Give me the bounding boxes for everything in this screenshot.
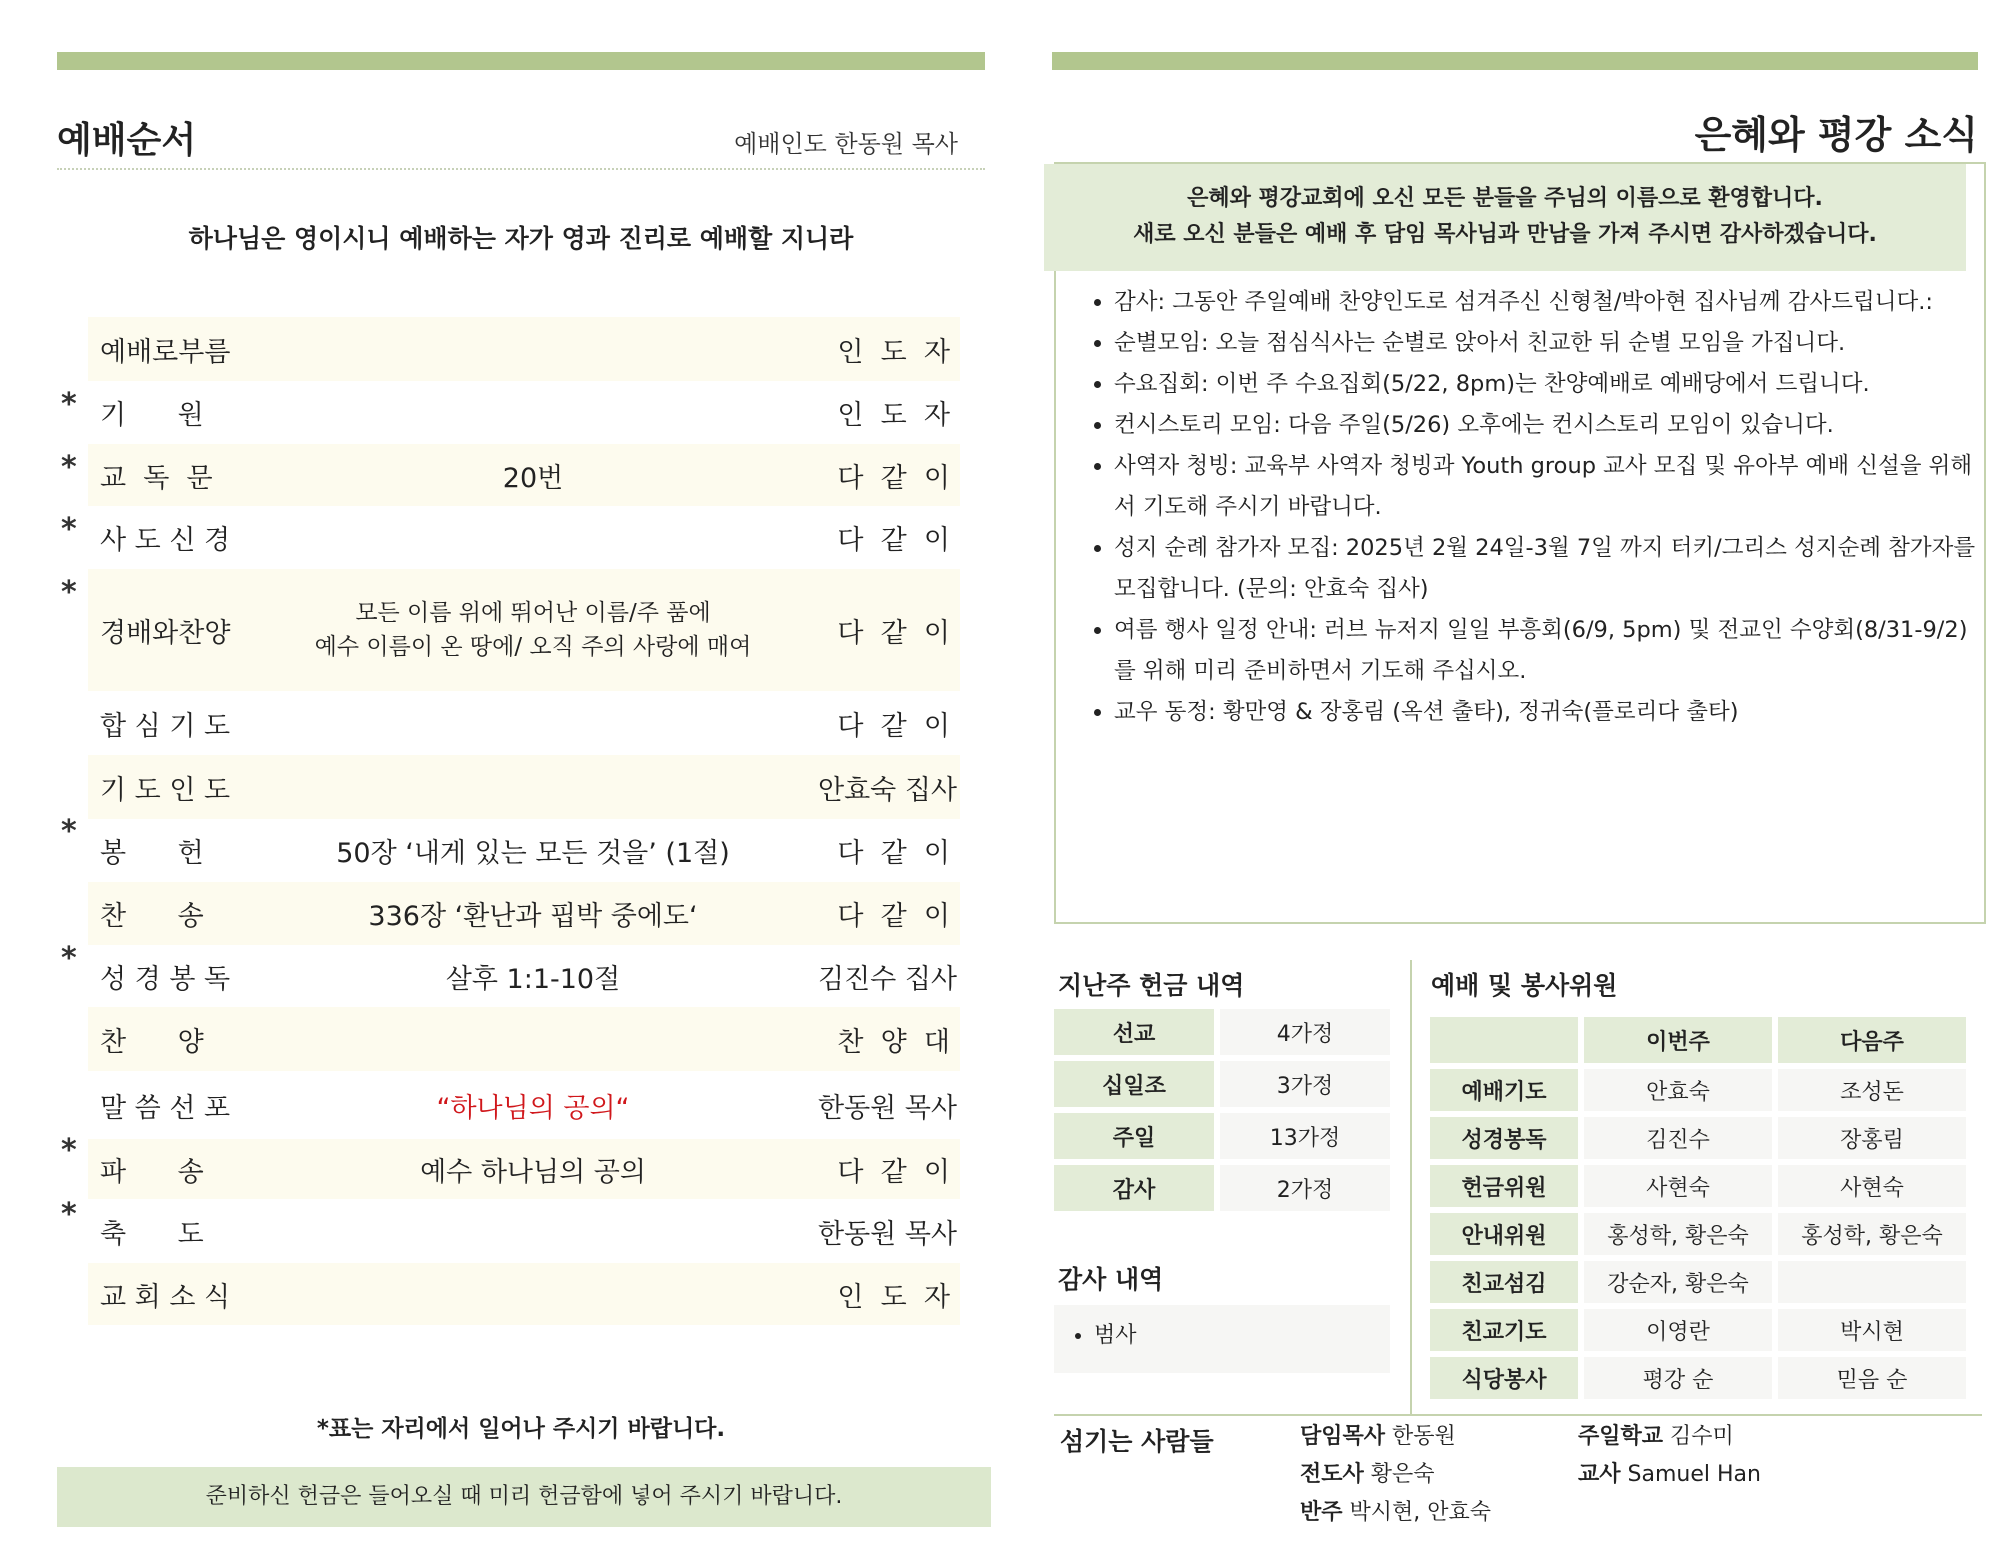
order-item-name: 말 씀 선 포 [100, 1092, 231, 1124]
next-week: 홍성학, 황은숙 [1778, 1213, 1966, 1255]
offering-table [1054, 1003, 1390, 1217]
offering-count: 13가정 [1220, 1113, 1390, 1159]
order-row [88, 882, 960, 945]
next-week: 박시현 [1778, 1309, 1966, 1351]
table-row [1054, 1061, 1390, 1107]
stand-marker: * [61, 575, 77, 610]
order-row [88, 755, 960, 819]
order-row [61, 506, 960, 569]
staff-entry [1578, 1418, 1761, 1456]
order-row [61, 1133, 960, 1199]
stand-marker: * [61, 814, 77, 849]
thanks-item: • 범사 [1094, 1313, 1390, 1359]
order-of-worship-title: 예배순서 [57, 120, 197, 161]
staff-column-2 [1578, 1418, 1761, 1494]
thanks-box [1054, 1305, 1390, 1373]
order-item-by: 인 도 자 [837, 1281, 950, 1313]
order-item-content: 50장 ‘내게 있는 모든 것을’ (1절) [336, 838, 730, 869]
order-item-name: 교 회 소 식 [100, 1281, 231, 1313]
table-row [1430, 1165, 1966, 1207]
news-item: • 교우 동정: 황만영 & 장홍림 (옥션 출타), 정귀숙(플로리다 출타) [1114, 692, 1984, 733]
order-row [88, 1071, 960, 1139]
offering-title: 지난주 헌금 내역 [1058, 971, 1245, 1000]
news-item: • 여름 행사 일정 안내: 러브 뉴저지 일일 부흥회(6/9, 5pm) 및 전교인 수양회(8/31-9/2)를 위해 미리 준비하면서 기도해 주십시오. [1114, 610, 1984, 692]
service-role: 예배기도 [1430, 1069, 1578, 1111]
service-role: 성경봉독 [1430, 1117, 1578, 1159]
order-row [88, 317, 960, 381]
right-top-bar [1052, 52, 1978, 70]
order-item-by: 한동원 목사 [818, 1218, 957, 1250]
order-item-content: 예수 하나님의 공의 [420, 1156, 646, 1188]
order-item-content: 20번 [502, 462, 564, 494]
stand-marker: * [61, 450, 77, 485]
order-item-by: 다 같 이 [837, 901, 950, 932]
news-item: • 컨시스토리 모임: 다음 주일(5/26) 오후에는 컨시스토리 모임이 있습니다. [1114, 405, 1984, 446]
news-item: • 감사: 그동안 주일예배 찬양인도로 섬겨주신 신형철/박아현 집사님께 감사드립니다.: [1114, 282, 1984, 323]
staff-name: 박시현, 안효숙 [1349, 1500, 1492, 1525]
order-item-content [248, 596, 818, 664]
dotted-divider [57, 168, 985, 170]
table-row [1054, 1009, 1390, 1055]
staff-entry [1300, 1494, 1491, 1532]
order-row [61, 381, 960, 444]
offering-type: 선교 [1054, 1009, 1220, 1055]
order-item-name: 기 원 [100, 400, 204, 431]
this-week: 사현숙 [1584, 1165, 1772, 1207]
next-week: 사현숙 [1778, 1165, 1966, 1207]
table-row [1430, 1069, 1966, 1111]
order-item-by: 다 같 이 [837, 462, 950, 494]
order-item-by: 다 같 이 [837, 1156, 950, 1188]
service-role: 친교섬김 [1430, 1261, 1578, 1303]
table-row [1054, 1113, 1390, 1159]
staff-role: 주일학교 [1578, 1424, 1664, 1449]
order-item-by: 김진수 집사 [818, 963, 957, 995]
stand-marker: * [61, 512, 77, 547]
staff-name: 김수미 [1670, 1424, 1734, 1449]
this-week: 안효숙 [1584, 1069, 1772, 1111]
service-table [1424, 1011, 1972, 1405]
this-week: 평강 순 [1584, 1357, 1772, 1399]
order-item-by: 다 같 이 [837, 838, 950, 869]
staff-entry [1578, 1456, 1761, 1494]
order-item-name: 교 독 문 [100, 462, 213, 494]
staff-role: 담임목사 [1300, 1424, 1386, 1449]
order-row [61, 814, 960, 882]
offering-type: 감사 [1054, 1165, 1220, 1211]
this-week: 강순자, 황은숙 [1584, 1261, 1772, 1303]
praise-songs-line-1: 모든 이름 위에 뛰어난 이름/주 품에 [355, 600, 711, 626]
table-row [1430, 1309, 1966, 1351]
welcome-line-2: 새로 오신 분들은 예배 후 담임 목사님과 만남을 가져 주시면 감사하겠습니다. [1133, 222, 1877, 247]
service-title: 예배 및 봉사위원 [1431, 971, 1618, 1000]
table-row [1430, 1117, 1966, 1159]
thanks-title: 감사 내역 [1058, 1265, 1164, 1294]
worship-leader: 예배인도 한동원 목사 [734, 130, 958, 158]
this-week: 김진수 [1584, 1117, 1772, 1159]
next-week: 믿음 순 [1778, 1357, 1966, 1399]
staff-role: 반주 [1300, 1500, 1343, 1525]
order-item-name: 찬 양 [100, 1026, 204, 1058]
order-item-by: 다 같 이 [837, 710, 950, 742]
table-row [1430, 1261, 1966, 1303]
table-row [1054, 1165, 1390, 1211]
news-item: • 사역자 청빙: 교육부 사역자 청빙과 Youth group 교사 모집 및 유아부 예배 신설을 위해서 기도해 주시기 바랍니다. [1114, 446, 1984, 528]
sermon-title: “하나님의 공의“ [436, 1092, 630, 1124]
order-item-name: 사 도 신 경 [100, 525, 231, 556]
service-role: 친교기도 [1430, 1309, 1578, 1351]
staff-name: 한동원 [1392, 1424, 1456, 1449]
order-row [88, 1007, 960, 1071]
order-item-by: 인 도 자 [837, 336, 950, 368]
next-week: 장홍림 [1778, 1117, 1966, 1159]
offering-type: 십일조 [1054, 1061, 1220, 1107]
news-item: • 순별모임: 오늘 점심식사는 순별로 앉아서 친교한 뒤 순별 모임을 가집니다. [1114, 323, 1984, 364]
table-row [1430, 1213, 1966, 1255]
left-top-bar [57, 52, 985, 70]
column-header: 이번주 [1584, 1017, 1772, 1063]
staff-column-1 [1300, 1418, 1491, 1532]
order-item-name: 축 도 [100, 1218, 204, 1250]
staff-entry [1300, 1418, 1491, 1456]
staff-divider [1054, 1414, 1982, 1416]
table-row [1430, 1357, 1966, 1399]
welcome-line-1: 은혜와 평강교회에 오신 모든 분들을 주님의 이름으로 환영합니다. [1187, 186, 1823, 211]
staff-title: 섬기는 사람들 [1060, 1427, 1214, 1456]
order-row [88, 691, 960, 755]
order-item-name: 예배로부름 [100, 336, 231, 368]
order-list [61, 317, 960, 1325]
order-item-by: 찬 양 대 [837, 1026, 950, 1058]
news-item: • 수요집회: 이번 주 수요집회(5/22, 8pm)는 찬양예배로 예배당에서 드립니다. [1114, 364, 1984, 405]
service-role: 식당봉사 [1430, 1357, 1578, 1399]
news-title: 은혜와 평강 소식 [1694, 113, 1978, 157]
order-item-by: 다 같 이 [837, 617, 950, 649]
next-week [1778, 1261, 1966, 1303]
offering-count: 3가정 [1220, 1061, 1390, 1107]
offering-count: 2가정 [1220, 1165, 1390, 1211]
staff-role: 교사 [1578, 1462, 1621, 1487]
stand-marker: * [61, 1197, 77, 1232]
stand-marker: * [61, 1133, 77, 1168]
table-header-row [1430, 1017, 1966, 1063]
column-divider [1410, 960, 1412, 1415]
order-item-by: 안효숙 집사 [818, 774, 957, 806]
order-item-name: 합 심 기 도 [100, 710, 231, 742]
order-item-content: 살후 1:1-10절 [445, 963, 621, 995]
staff-name: 황은숙 [1370, 1462, 1435, 1487]
staff-name: Samuel Han [1627, 1462, 1761, 1487]
news-item: • 성지 순례 참가자 모집: 2025년 2월 24일-3월 7일 까지 터키/그리스 성지순례 참가자를 모집합니다. (문의: 안효숙 집사) [1114, 528, 1984, 610]
service-role: 헌금위원 [1430, 1165, 1578, 1207]
order-item-name: 경배와찬양 [100, 617, 231, 649]
order-item-name: 봉 헌 [100, 838, 204, 869]
offering-type: 주일 [1054, 1113, 1220, 1159]
order-item-by: 다 같 이 [837, 525, 950, 556]
this-week: 홍성학, 황은숙 [1584, 1213, 1772, 1255]
order-item-name: 파 송 [100, 1156, 204, 1188]
order-row [61, 444, 960, 506]
order-row [61, 1197, 960, 1263]
stand-marker: * [61, 941, 77, 976]
news-box [1054, 162, 1986, 924]
staff-entry [1300, 1456, 1491, 1494]
order-item-content: 336장 ‘환난과 핍박 중에도‘ [368, 901, 698, 932]
order-item-name: 찬 송 [100, 901, 204, 932]
order-item-by: 인 도 자 [837, 400, 950, 431]
praise-songs-line-2: 예수 이름이 온 땅에/ 오직 주의 사랑에 매여 [314, 634, 752, 660]
order-row [88, 1263, 960, 1325]
order-row [61, 941, 960, 1007]
welcome-banner [1044, 164, 1966, 271]
news-list [1084, 282, 1984, 733]
standing-note: *표는 자리에서 일어나 주시기 바랍니다. [316, 1416, 726, 1442]
scripture-verse: 하나님은 영이시니 예배하는 자가 영과 진리로 예배할 지니라 [188, 224, 854, 253]
this-week: 이영란 [1584, 1309, 1772, 1351]
order-item-name: 기 도 인 도 [100, 774, 231, 806]
order-row [61, 569, 960, 691]
order-item-by: 한동원 목사 [818, 1092, 957, 1124]
offering-count: 4가정 [1220, 1009, 1390, 1055]
column-header: 다음주 [1778, 1017, 1966, 1063]
order-item-name: 성 경 봉 독 [100, 963, 231, 995]
service-role: 안내위원 [1430, 1213, 1578, 1255]
thanks-list [1054, 1305, 1390, 1359]
offering-footer-note: 준비하신 헌금은 들어오실 때 미리 헌금함에 넣어 주시기 바랍니다. [57, 1467, 991, 1527]
stand-marker: * [61, 387, 77, 422]
staff-role: 전도사 [1300, 1462, 1364, 1487]
next-week: 조성돈 [1778, 1069, 1966, 1111]
column-header [1430, 1017, 1578, 1063]
